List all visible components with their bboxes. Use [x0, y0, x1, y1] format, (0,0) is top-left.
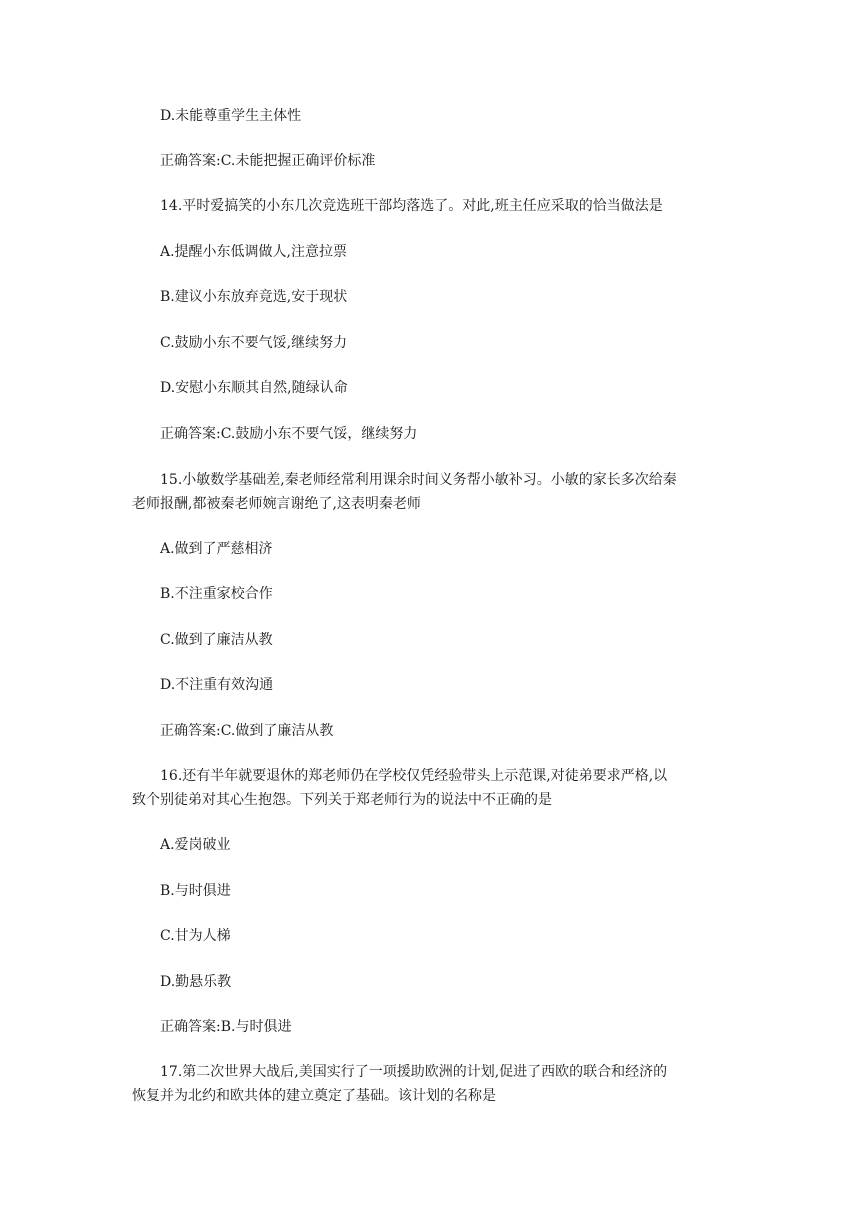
- q13-option-d: D.未能尊重学生主体性: [160, 108, 302, 124]
- q14-option-b: B.建议小东放弃竞选,安于现状: [160, 289, 348, 305]
- q16-option-c: C.甘为人梯: [160, 928, 231, 944]
- q15-option-b: B.不注重家校合作: [160, 586, 273, 602]
- q16-option-a: A.爱岗破业: [160, 837, 231, 853]
- q14-option-d: D.安慰小东顺其自然,随绿认命: [160, 380, 348, 396]
- q14-option-a: A.提醒小东低调做人,注意拉票: [160, 244, 348, 260]
- q14-stem: 14.平时爱搞笑的小东几次竞选班干部均落选了。对此,班主任应采取的恰当做法是: [160, 198, 663, 214]
- q15-answer: 正确答案:C.做到了廉洁从教: [160, 723, 334, 739]
- q16-stem-line2: 致个别徒弟对其心生抱怨。下列关于郑老师行为的说法中不正确的是: [132, 792, 552, 808]
- q15-stem-line1: 15.小敏数学基础差,秦老师经常利用课余时间义务帮小敏补习。小敏的家长多次给秦: [160, 472, 677, 488]
- q16-stem-line1: 16.还有半年就要退休的郑老师仍在学校仅凭经验带头上示范课,对徒弟要求严格,以: [160, 768, 668, 784]
- q17-stem-line2: 恢复并为北约和欧共体的建立奠定了基础。该计划的名称是: [132, 1088, 496, 1104]
- q14-option-c: C.鼓励小东不要气馁,继续努力: [160, 335, 348, 351]
- q15-option-a: A.做到了严慈相济: [160, 541, 273, 557]
- q16-answer: 正确答案:B.与时俱进: [160, 1019, 292, 1035]
- q16-option-b: B.与时俱进: [160, 883, 231, 899]
- q15-option-d: D.不注重有效沟通: [160, 677, 274, 693]
- q13-answer: 正确答案:C.未能把握正确评价标准: [160, 153, 376, 169]
- q14-answer: 正确答案:C.鼓励小东不要气馁，继续努力: [160, 426, 418, 442]
- q15-option-c: C.做到了廉洁从教: [160, 632, 273, 648]
- q16-option-d: D.勤悬乐教: [160, 974, 232, 990]
- q15-stem-line2: 老师报酬,都被秦老师婉言谢绝了,这表明秦老师: [132, 496, 421, 512]
- q17-stem-line1: 17.第二次世界大战后,美国实行了一项援助欧洲的计划,促进了西欧的联合和经济的: [160, 1064, 668, 1080]
